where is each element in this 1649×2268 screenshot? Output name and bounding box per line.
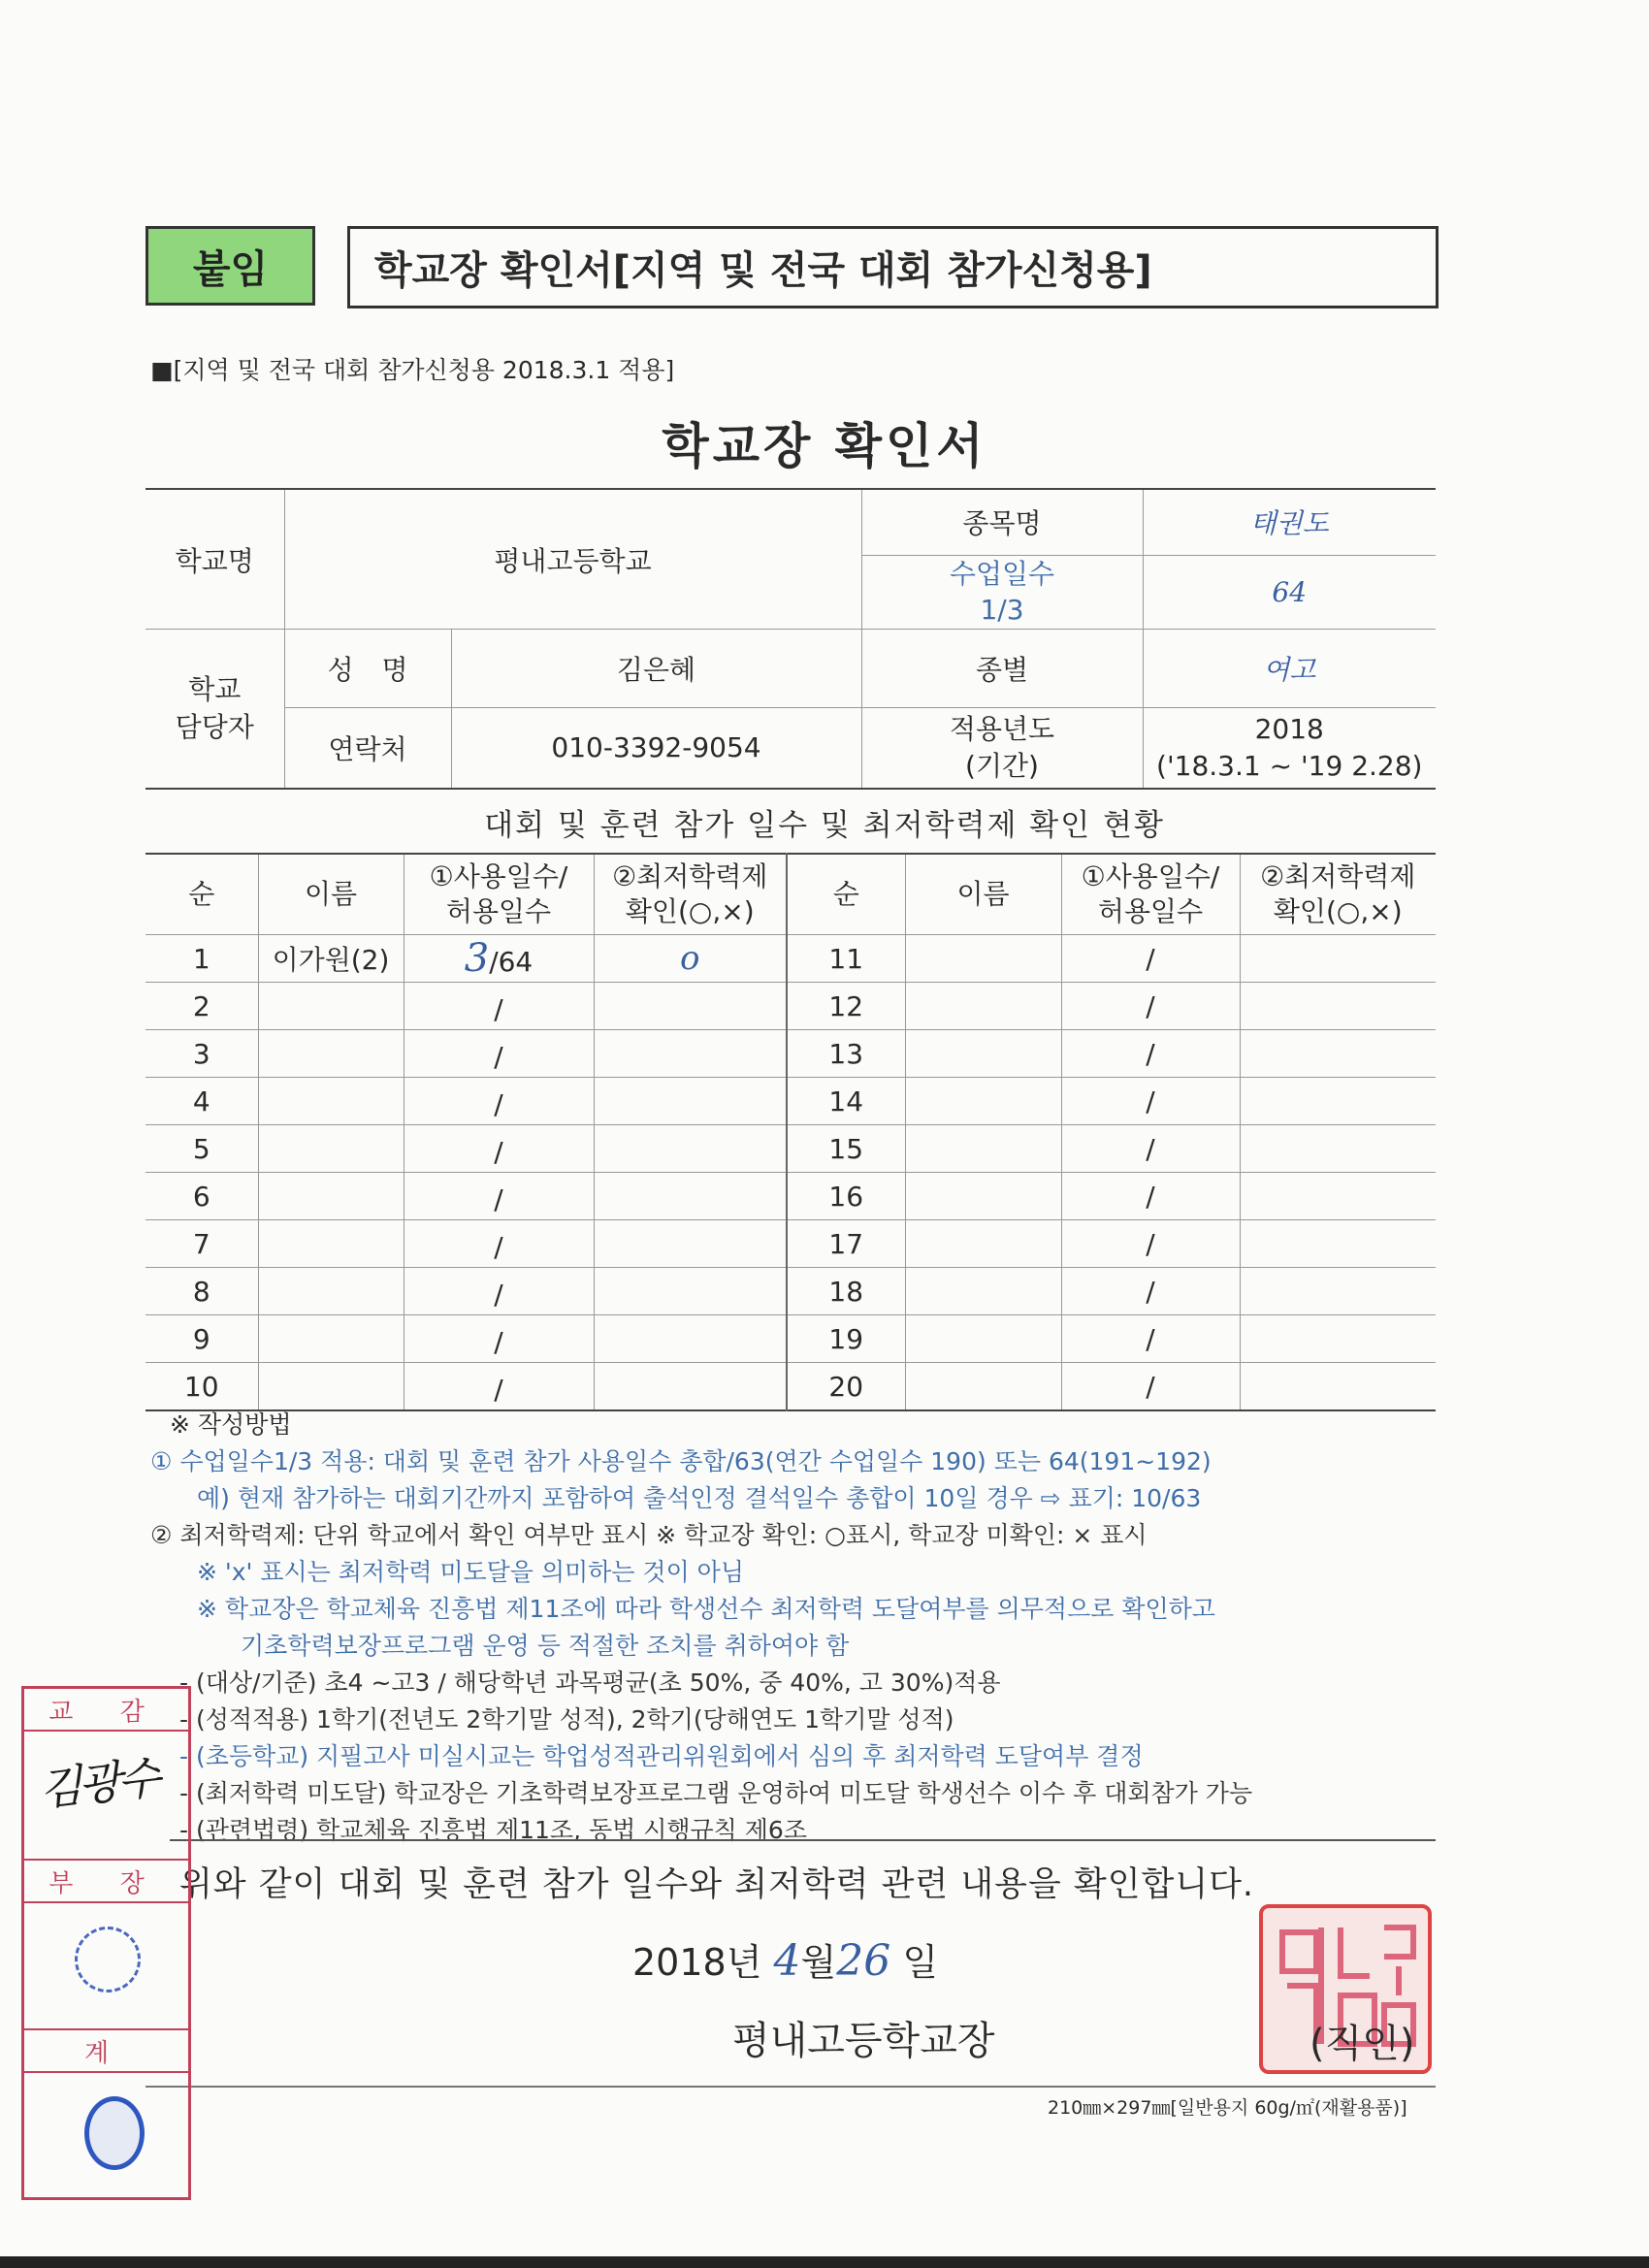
header-days-line1: ①사용일수/ [429, 859, 568, 892]
manager-label-line2: 담당자 [175, 711, 254, 744]
instruction-line: ※ 학교장은 학교체육 진흥법 제11조에 따라 학생선수 최저학력 도달여부를 의무적으로 확인하고 [197, 1595, 1215, 1623]
category-value: 여고 [1143, 630, 1436, 708]
row-no: 2 [146, 983, 258, 1030]
seal-label: (직인) [1310, 2022, 1415, 2066]
instruction-line: ② 최저학력제: 단위 학교에서 확인 여부만 표시 ※ 학교장 확인: ○표시, 학교장 미확인: × 표시 [150, 1521, 1148, 1549]
head-seal-icon [75, 1927, 141, 1993]
appendix-badge: 붙임 [146, 226, 315, 306]
row-check [594, 983, 787, 1030]
table-row [146, 1220, 1436, 1268]
manager-label-line1: 학교 [188, 673, 242, 706]
instruction-line: ※ 'x' 표시는 최저학력 미도달을 의미하는 것이 아님 [197, 1558, 744, 1586]
row-name [258, 1220, 404, 1268]
row-days [404, 1078, 594, 1125]
year-value-line2: ('18.3.1 ~ '19 2.28) [1156, 749, 1423, 782]
row-days-right: / [1061, 1268, 1240, 1315]
vice-principal-label: 교 감 [24, 1689, 188, 1732]
row-check-right [1240, 1173, 1436, 1220]
row-days [404, 983, 594, 1030]
row-check [594, 1268, 787, 1315]
row-name [258, 1078, 404, 1125]
year-value [1143, 708, 1436, 789]
writing-instructions [146, 1407, 1504, 1849]
date-day-unit: 일 [902, 1941, 939, 1984]
year-label [861, 708, 1143, 789]
school-name: 평내고등학교 [284, 489, 861, 630]
header-no: 순 [146, 854, 258, 935]
class-days-label [861, 555, 1143, 630]
row-name [258, 1363, 404, 1411]
school-info-table [146, 488, 1436, 790]
participation-table [146, 853, 1436, 1411]
row-check-right [1240, 1125, 1436, 1173]
allowed-days: / [494, 993, 503, 1025]
row-name: 이가원(2) [258, 935, 404, 983]
category-label: 종별 [861, 630, 1143, 708]
row-days [404, 1220, 594, 1268]
event-label: 종목명 [861, 489, 1143, 555]
instruction-line: 예) 현재 참가하는 대회기간까지 포함하여 출석인정 결석일수 총합이 10일 경우 ⇨ 표기: 10/63 [197, 1484, 1202, 1512]
row-no-right: 17 [787, 1220, 905, 1268]
year-label-line2: (기간) [965, 749, 1039, 782]
row-days [404, 1268, 594, 1315]
row-days-right: / [1061, 1315, 1240, 1363]
row-no-right: 18 [787, 1268, 905, 1315]
confirmation-statement: 위와 같이 대회 및 훈련 참가 일수와 최저학력 관련 내용을 확인합니다. [179, 1865, 1255, 1904]
row-check-right [1240, 935, 1436, 983]
row-days-right: / [1061, 1173, 1240, 1220]
manager-name: 김은혜 [451, 630, 861, 708]
header-check-right-line2: 확인(○,×) [1273, 895, 1403, 927]
row-check-right [1240, 1363, 1436, 1411]
row-check [594, 1030, 787, 1078]
row-name [258, 1173, 404, 1220]
row-days [404, 1315, 594, 1363]
year-value-line1: 2018 [1254, 713, 1324, 746]
header-days-line2: 허용일수 [445, 895, 552, 927]
bottom-rule [146, 2086, 1436, 2088]
row-days-right: / [1061, 935, 1240, 983]
row-days [404, 1030, 594, 1078]
header-check-line2: 확인(○,×) [625, 895, 755, 927]
instruction-line: 기초학력보장프로그램 운영 등 적절한 조치를 취하여야 함 [241, 1632, 850, 1660]
row-no: 10 [146, 1363, 258, 1411]
table-row [146, 1030, 1436, 1078]
row-name-right [905, 1078, 1061, 1125]
row-no: 5 [146, 1125, 258, 1173]
row-check-right [1240, 1030, 1436, 1078]
row-no-right: 12 [787, 983, 905, 1030]
table-row [146, 983, 1436, 1030]
row-no: 7 [146, 1220, 258, 1268]
row-check: o [594, 935, 787, 983]
date-line [632, 1932, 938, 1986]
class-days-value: 64 [1143, 555, 1436, 630]
contact-number: 010-3392-9054 [451, 708, 861, 789]
school-label: 학교명 [146, 489, 284, 630]
header-no-right: 순 [787, 854, 905, 935]
allowed-days: / [494, 1279, 503, 1311]
row-check [594, 1078, 787, 1125]
date-month-unit: 월 [800, 1941, 837, 1984]
vice-principal-signature: 김광수 [36, 1751, 160, 1816]
row-check-right [1240, 983, 1436, 1030]
row-no: 8 [146, 1268, 258, 1315]
row-name [258, 1125, 404, 1173]
row-name [258, 1030, 404, 1078]
instruction-line: - (관련법령) 학교체육 진흥법 제11조, 동법 시행규칙 제6조 [179, 1816, 807, 1844]
row-name-right [905, 1315, 1061, 1363]
row-no: 3 [146, 1030, 258, 1078]
clerk-label: 계 [24, 2030, 188, 2073]
allowed-days: / [494, 1326, 503, 1358]
table-row [146, 1173, 1436, 1220]
header-check-right [1240, 854, 1436, 935]
row-name-right [905, 983, 1061, 1030]
row-check [594, 1125, 787, 1173]
row-no-right: 20 [787, 1363, 905, 1411]
row-days-right: / [1061, 983, 1240, 1030]
header-days-right-line2: 허용일수 [1097, 895, 1204, 927]
row-no: 1 [146, 935, 258, 983]
allowed-days: /64 [489, 946, 534, 978]
allowed-days: / [494, 1136, 503, 1168]
used-days: 3 [464, 936, 490, 981]
row-no-right: 19 [787, 1315, 905, 1363]
row-days [404, 1173, 594, 1220]
row-name-right [905, 1173, 1061, 1220]
row-no: 6 [146, 1173, 258, 1220]
table-header-row [146, 854, 1436, 935]
manager-name-label: 성 명 [284, 630, 451, 708]
allowed-days: / [494, 1183, 503, 1215]
row-name-right [905, 1268, 1061, 1315]
allowed-days: / [494, 1231, 503, 1263]
row-check-right [1240, 1268, 1436, 1315]
head-label: 부 장 [24, 1861, 188, 1903]
instructions-title: ※ 작성방법 [170, 1410, 292, 1439]
row-days-right: / [1061, 1220, 1240, 1268]
row-name [258, 1315, 404, 1363]
table-row [146, 935, 1436, 983]
contact-label: 연락처 [284, 708, 451, 789]
header-check-right-line1: ②최저학력제 [1260, 859, 1416, 892]
scan-edge [0, 2256, 1649, 2268]
header-check [594, 854, 787, 935]
date-day: 26 [836, 1936, 891, 1986]
paper-spec: 210㎜×297㎜[일반용지 60g/㎡(재활용품)] [1048, 2097, 1407, 2119]
row-no: 4 [146, 1078, 258, 1125]
row-no-right: 14 [787, 1078, 905, 1125]
row-days-right: / [1061, 1125, 1240, 1173]
row-name-right [905, 1125, 1061, 1173]
row-days-right: / [1061, 1030, 1240, 1078]
instruction-line: - (대상/기준) 초4 ~고3 / 해당학년 과목평균(초 50%, 중 40%, 고 30%)적용 [179, 1669, 1001, 1697]
header-name-right: 이름 [905, 854, 1061, 935]
approval-box [21, 1686, 191, 2200]
row-name-right [905, 1030, 1061, 1078]
event-value: 태권도 [1143, 489, 1436, 555]
row-days [404, 1125, 594, 1173]
row-name-right [905, 935, 1061, 983]
applicability-note: ■[지역 및 전국 대회 참가신청용 2018.3.1 적용] [150, 356, 675, 384]
header-check-line1: ②최저학력제 [612, 859, 768, 892]
document-title: 학교장 확인서 [662, 418, 987, 474]
instruction-line: - (성적적용) 1학기(전년도 2학기말 성적), 2학기(당해연도 1학기말 성적) [179, 1705, 954, 1733]
allowed-days: / [494, 1374, 503, 1406]
header-days [404, 854, 594, 935]
instruction-line: - (초등학교) 지필고사 미실시교는 학업성적관리위원회에서 심의 후 최저학력 도달여부 결정 [179, 1742, 1144, 1770]
instruction-line: - (최저학력 미도달) 학교장은 기초학력보장프로그램 운영하여 미도달 학생선수 이수 후 대회참가 가능 [179, 1779, 1253, 1807]
row-days [404, 1363, 594, 1411]
row-check [594, 1173, 787, 1220]
row-days [404, 935, 594, 983]
class-days-label-line1: 수업일수 [949, 557, 1055, 590]
table-row [146, 1268, 1436, 1315]
date-month: 4 [773, 1936, 801, 1986]
header-days-right-line1: ①사용일수/ [1081, 859, 1220, 892]
row-name [258, 983, 404, 1030]
row-no-right: 13 [787, 1030, 905, 1078]
row-check [594, 1315, 787, 1363]
row-name-right [905, 1220, 1061, 1268]
row-no-right: 15 [787, 1125, 905, 1173]
row-no-right: 16 [787, 1173, 905, 1220]
table-row [146, 1078, 1436, 1125]
row-check [594, 1220, 787, 1268]
section-title: 대회 및 훈련 참가 일수 및 최저학력제 확인 현황 [484, 808, 1165, 843]
row-check-right [1240, 1315, 1436, 1363]
row-check [594, 1363, 787, 1411]
table-row [146, 1125, 1436, 1173]
header-name: 이름 [258, 854, 404, 935]
header-days-right [1061, 854, 1240, 935]
form-header-title: 학교장 확인서[지역 및 전국 대회 참가신청용] [347, 226, 1439, 308]
clerk-seal-icon [84, 2096, 145, 2170]
manager-label [146, 630, 284, 789]
divider [170, 1839, 1436, 1841]
date-year: 2018년 [632, 1941, 762, 1984]
row-check-right [1240, 1078, 1436, 1125]
allowed-days: / [494, 1041, 503, 1073]
row-name-right [905, 1363, 1061, 1411]
row-check-right [1240, 1220, 1436, 1268]
class-days-label-line2: 1/3 [980, 594, 1024, 627]
principal-title: 평내고등학교장 [732, 2019, 995, 2063]
allowed-days: / [494, 1088, 503, 1120]
row-no-right: 11 [787, 935, 905, 983]
row-name [258, 1268, 404, 1315]
row-days-right: / [1061, 1363, 1240, 1411]
table-row [146, 1363, 1436, 1411]
instruction-line: ① 수업일수1/3 적용: 대회 및 훈련 참가 사용일수 총합/63(연간 수업일수 190) 또는 64(191~192) [150, 1447, 1212, 1475]
year-label-line1: 적용년도 [949, 713, 1055, 746]
row-no: 9 [146, 1315, 258, 1363]
row-days-right: / [1061, 1078, 1240, 1125]
table-row [146, 1315, 1436, 1363]
